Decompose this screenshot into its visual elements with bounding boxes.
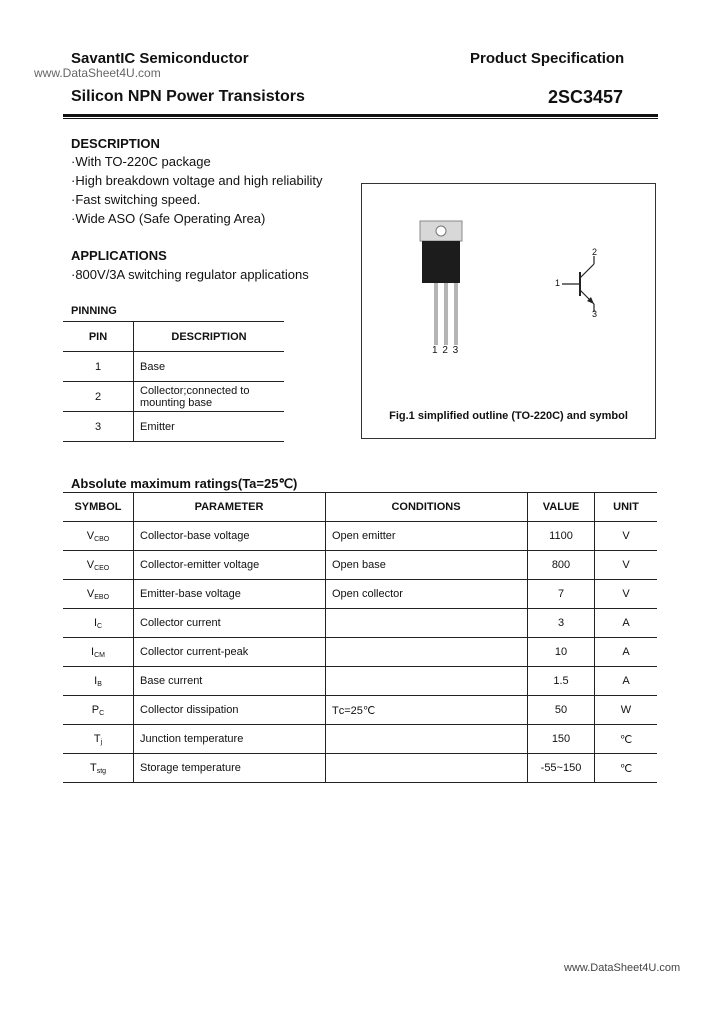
table-row <box>63 382 284 412</box>
applications-bullet: ·800V/3A switching regulator applications <box>71 267 309 282</box>
description-bullet: ·Wide ASO (Safe Operating Area) <box>71 211 266 226</box>
symbol-main: P <box>91 703 100 716</box>
table-header-row <box>63 493 657 522</box>
symbol-subscript: j <box>100 738 103 746</box>
parameter-header: PARAMETER <box>134 493 326 522</box>
pin-number: 3 <box>63 412 134 442</box>
symbol-main: V <box>86 558 95 571</box>
unit-cell: A <box>595 638 658 667</box>
pinning-heading: PINNING <box>71 305 117 317</box>
description-bullet: ·High breakdown voltage and high reliability <box>71 173 323 188</box>
symbol-cell <box>63 609 134 638</box>
package-lead-1 <box>434 283 438 345</box>
conditions-cell <box>326 754 528 783</box>
unit-cell: W <box>595 696 658 725</box>
table-row <box>63 725 657 754</box>
part-number: 2SC3457 <box>548 87 624 107</box>
package-lead-3 <box>454 283 458 345</box>
pin-description: Collector;connected to mounting base <box>134 382 285 412</box>
pin-description: Base <box>134 352 285 382</box>
footer-watermark-link[interactable]: www.DataSheet4U.com <box>564 962 681 974</box>
collector-line <box>580 264 594 278</box>
package-illustration <box>362 184 655 438</box>
symbol-subscript: CBO <box>94 535 110 543</box>
symbol-cell <box>63 696 134 725</box>
symbol-pin-2: 2 <box>592 247 598 257</box>
spec-label: Product Specification <box>470 50 625 67</box>
table-row <box>63 754 657 783</box>
symbol-cell <box>63 725 134 754</box>
symbol-subscript: B <box>97 680 102 688</box>
table-row <box>63 667 657 696</box>
conditions-cell: Open emitter <box>326 522 528 551</box>
table-row <box>63 352 284 382</box>
symbol-cell <box>63 667 134 696</box>
value-header: VALUE <box>528 493 595 522</box>
parameter-cell: Base current <box>134 667 326 696</box>
description-heading: DESCRIPTION <box>71 136 160 151</box>
ratings-table <box>63 492 657 783</box>
symbol-main: V <box>86 529 95 542</box>
company-name: SavantIC Semiconductor <box>71 50 249 67</box>
package-body <box>422 241 460 283</box>
pin-description-header: DESCRIPTION <box>134 322 285 352</box>
parameter-cell: Storage temperature <box>134 754 326 783</box>
symbol-subscript: C <box>99 709 105 717</box>
unit-header: UNIT <box>595 493 658 522</box>
value-cell: 800 <box>528 551 595 580</box>
symbol-header: SYMBOL <box>63 493 134 522</box>
symbol-main: I <box>91 645 95 658</box>
applications-heading: APPLICATIONS <box>71 248 167 263</box>
symbol-main: I <box>94 674 98 687</box>
conditions-cell <box>326 609 528 638</box>
value-cell: 1.5 <box>528 667 595 696</box>
ratings-heading: Absolute maximum ratings(Ta=25℃) <box>71 476 298 491</box>
parameter-cell: Collector current-peak <box>134 638 326 667</box>
package-lead-2 <box>444 283 448 345</box>
value-cell: 3 <box>528 609 595 638</box>
parameter-cell: Collector current <box>134 609 326 638</box>
symbol-main: V <box>86 587 95 600</box>
parameter-cell: Junction temperature <box>134 725 326 754</box>
symbol-main: I <box>93 616 97 629</box>
mounting-hole <box>436 226 446 236</box>
unit-cell: V <box>595 522 658 551</box>
pinning-table <box>63 321 284 442</box>
table-row <box>63 580 657 609</box>
symbol-cell <box>63 580 134 609</box>
package-pin-labels: 1 2 3 <box>432 345 460 356</box>
pin-header: PIN <box>63 322 134 352</box>
table-row <box>63 412 284 442</box>
table-row <box>63 522 657 551</box>
symbol-cell <box>63 551 134 580</box>
symbol-subscript: CEO <box>94 564 110 572</box>
symbol-cell <box>63 522 134 551</box>
pin-number: 2 <box>63 382 134 412</box>
conditions-header: CONDITIONS <box>326 493 528 522</box>
value-cell: 50 <box>528 696 595 725</box>
symbol-subscript: EBO <box>94 593 110 601</box>
pin-description: Emitter <box>134 412 285 442</box>
parameter-cell: Collector-base voltage <box>134 522 326 551</box>
table-header-row <box>63 322 284 352</box>
conditions-cell <box>326 638 528 667</box>
symbol-subscript: CM <box>94 651 105 659</box>
table-row <box>63 609 657 638</box>
table-row <box>63 551 657 580</box>
value-cell: -55~150 <box>528 754 595 783</box>
header-divider <box>63 114 658 117</box>
conditions-cell: Open base <box>326 551 528 580</box>
parameter-cell: Collector dissipation <box>134 696 326 725</box>
symbol-main: T <box>89 761 97 774</box>
figure-box <box>361 183 656 439</box>
symbol-cell <box>63 638 134 667</box>
unit-cell: ℃ <box>595 725 658 754</box>
conditions-cell <box>326 667 528 696</box>
conditions-cell <box>326 725 528 754</box>
value-cell: 10 <box>528 638 595 667</box>
unit-cell: A <box>595 667 658 696</box>
parameter-cell: Collector-emitter voltage <box>134 551 326 580</box>
table-row <box>63 696 657 725</box>
figure-caption: Fig.1 simplified outline (TO-220C) and symbol <box>389 410 628 422</box>
symbol-subscript: C <box>97 622 103 630</box>
table-row <box>63 638 657 667</box>
product-subtitle: Silicon NPN Power Transistors <box>71 88 305 105</box>
symbol-cell <box>63 754 134 783</box>
conditions-cell: Tᴄ=25℃ <box>326 696 528 725</box>
conditions-cell: Open collector <box>326 580 528 609</box>
watermark-link[interactable]: www.DataSheet4U.com <box>34 66 161 80</box>
symbol-subscript: stg <box>96 767 107 775</box>
header-divider-thin <box>63 118 658 119</box>
value-cell: 7 <box>528 580 595 609</box>
value-cell: 150 <box>528 725 595 754</box>
unit-cell: A <box>595 609 658 638</box>
symbol-main: T <box>93 732 101 745</box>
symbol-pin-1: 1 <box>555 278 561 288</box>
parameter-cell: Emitter-base voltage <box>134 580 326 609</box>
symbol-pin-3: 3 <box>592 309 598 319</box>
unit-cell: ℃ <box>595 754 658 783</box>
unit-cell: V <box>595 551 658 580</box>
unit-cell: V <box>595 580 658 609</box>
description-bullet: ·With TO-220C package <box>71 154 211 169</box>
pin-number: 1 <box>63 352 134 382</box>
value-cell: 1100 <box>528 522 595 551</box>
description-bullet: ·Fast switching speed. <box>71 192 201 207</box>
